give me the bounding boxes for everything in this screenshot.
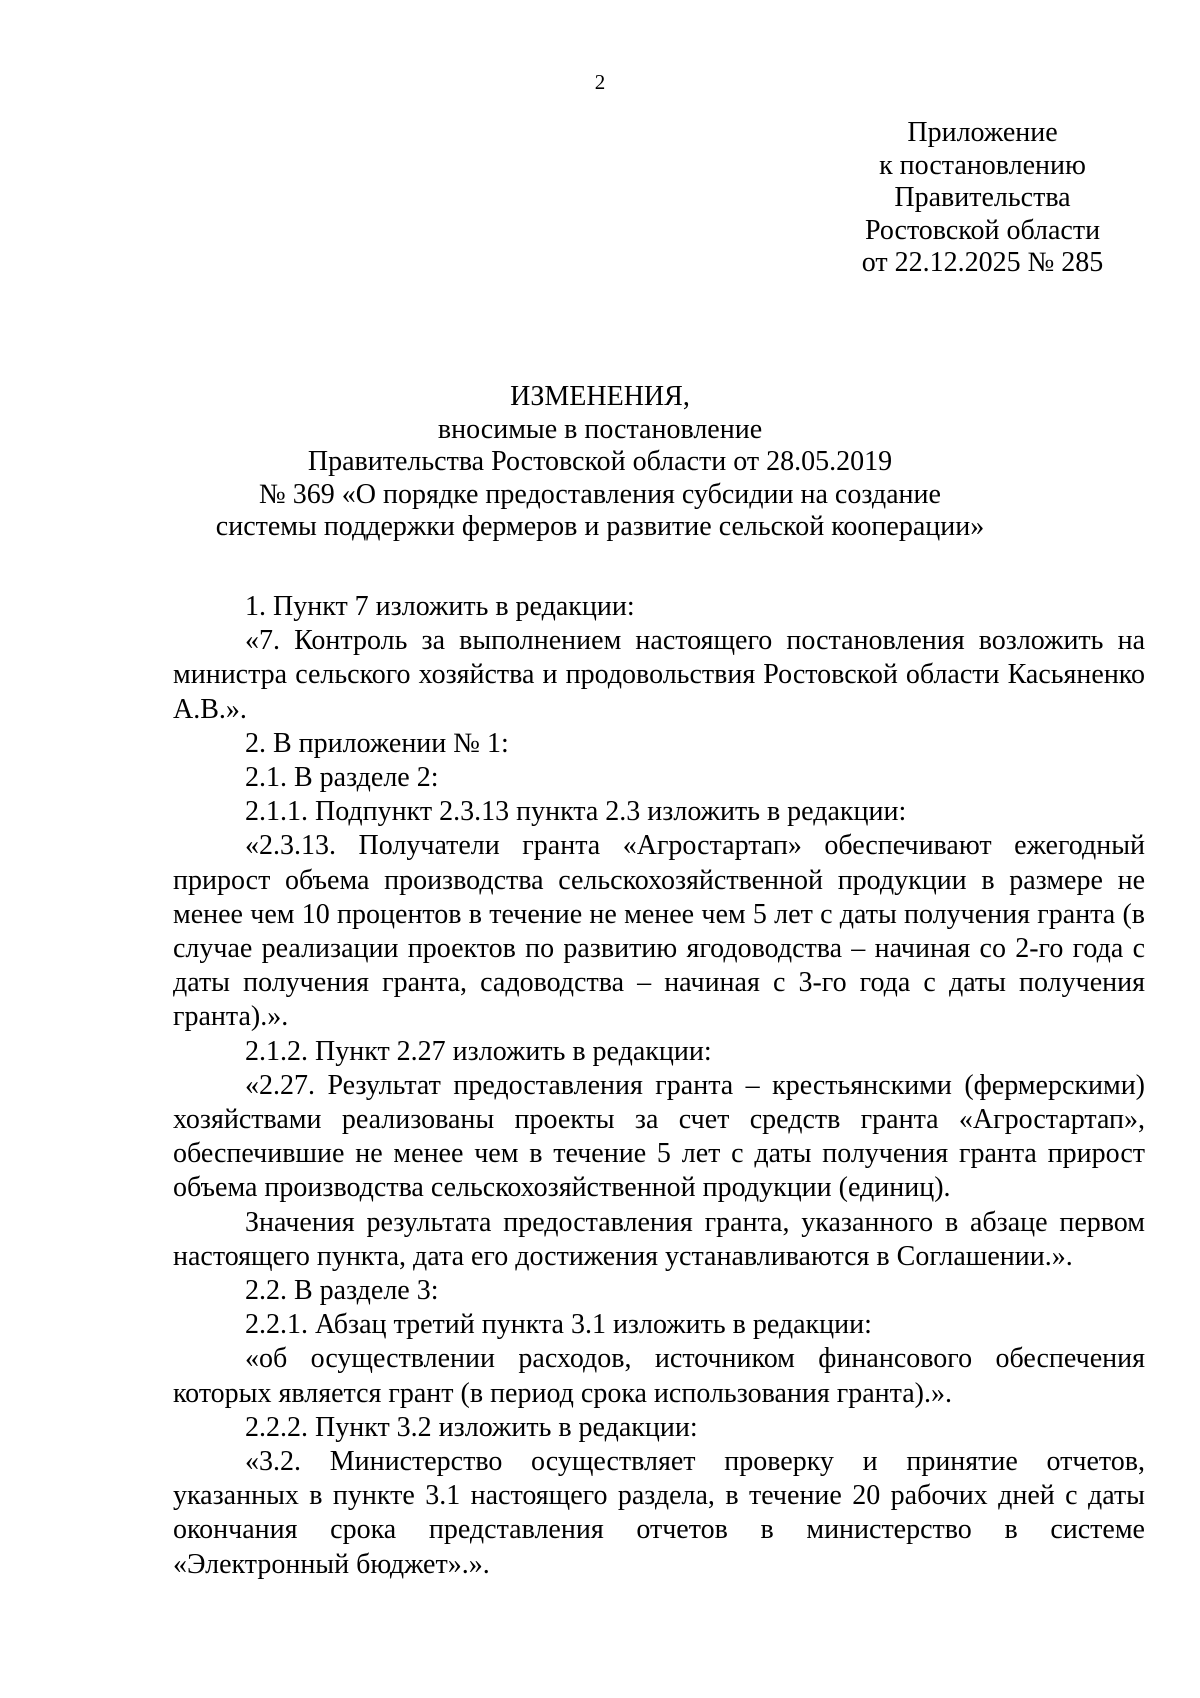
title-line: вносимые в постановление [437,413,763,445]
document-body [173,590,1145,1582]
paragraph: 1. Пункт 7 изложить в редакции: [245,591,635,622]
paragraph: «3.2. Министерство осуществляет проверку и принятие отчетов, указанных в пункте 3.1 настоящего раздела, в течение 20 рабочих дней с даты окончания срока представления отчетов в министерство в системе «Электронный бюджет».». [173,1446,1145,1580]
paragraph: 2.2. В разделе 3: [245,1275,439,1307]
paragraph: 2. В приложении № 1: [245,727,509,759]
paragraph: «2.27. Результат предоставления гранта – крестьянскими (фермерскими) хозяйствами реализованы проекты за счет средств гранта «Агростартап», обеспечившие не менее чем в течение 5 лет с даты получения гранта прирост объема производства сельскохозяйственной продукции (единиц). [173,1069,1145,1204]
title-line: № 369 «О порядке предоставления субсидии на создание [259,478,941,510]
appendix-line: от 22.12.2025 № 285 [861,247,1104,278]
paragraph: «об осуществлении расходов, источником финансового обеспечения которых является грант (в период срока использования гранта).». [173,1343,1145,1409]
paragraph: 2.1.1. Подпункт 2.3.13 пункта 2.3 изложить в редакции: [245,796,907,828]
paragraph: 2.1.2. Пункт 2.27 изложить в редакции: [245,1035,712,1067]
paragraph: «7. Контроль за выполнением настоящего постановления возложить на министра сельского хозяйства и продовольствия Ростовской области Касьяненко А.В.». [173,625,1145,725]
title-heading: ИЗМЕНЕНИЯ, [510,381,690,412]
page-number: 2 [594,70,606,94]
title-line: системы поддержки фермеров и развитие сельской кооперации» [215,511,985,543]
appendix-line: Ростовской области [864,214,1101,246]
appendix-line: Правительства [894,182,1071,213]
paragraph: 2.2.2. Пункт 3.2 изложить в редакции: [245,1411,698,1443]
title-line: Правительства Ростовской области от 28.05.2019 [307,446,893,478]
appendix-line: к постановлению [879,149,1086,181]
appendix-block [800,117,1165,280]
paragraph: 2.2.1. Абзац третий пункта 3.1 изложить в редакции: [245,1309,872,1341]
document-title [0,381,1200,544]
paragraph: 2.1. В разделе 2: [245,762,439,794]
paragraph: Значения результата предоставления гранта, указанного в абзаце первом настоящего пункта, дата его достижения устанавливаются в Соглашении.». [173,1206,1145,1272]
appendix-line: Приложение [907,117,1058,148]
paragraph: «2.3.13. Получатели гранта «Агростартап» обеспечивают ежегодный прирост объема производства сельскохозяйственной продукции в размере не менее чем 10 процентов в течение не менее чем 5 лет с даты получения гранта (в случае реализации проектов по развитию ягодоводства – начиная со 2-го года с даты получения гранта, садоводства – начиная с 3-го года с даты получения гранта).». [173,830,1145,1033]
